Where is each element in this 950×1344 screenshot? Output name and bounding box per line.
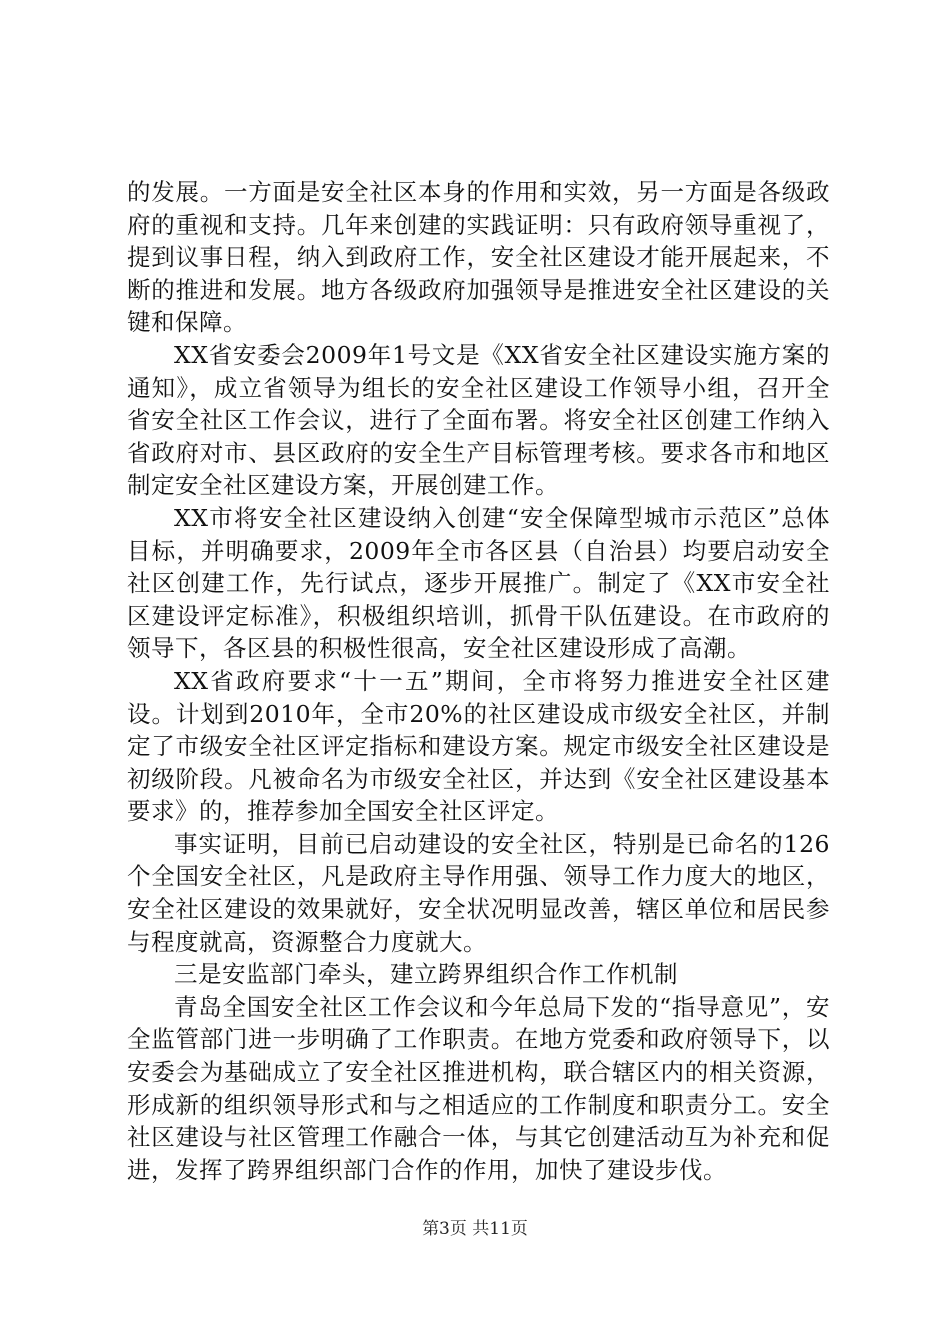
document-body [127,176,830,1186]
page-number-footer: 第3页 共11页 [422,1219,528,1239]
paragraph-qingdao-conference: 青岛全国安全社区工作会议和今年总局下发的“指导意见”，安全监管部门进一步明确了工作职责。在地方党委和政府领导下，以安委会为基础成立了安全社区推进机构，联合辖区内的相关资源，形成新的组织领导形式和与之相适应的工作制度和职责分工。安全社区建设与社区管理工作融合一体，与其它创建活动互为补充和促进，发挥了跨界组织部门合作的作用，加快了建设步伐。 [127,992,830,1184]
section-heading-cross-sector: 三是安监部门牵头，建立跨界组织合作工作机制 [174,960,678,989]
paragraph-facts-proven: 事实证明，目前已启动建设的安全社区，特别是已命名的126个全国安全社区，凡是政府主导作用强、领导工作力度大的地区，安全社区建设的效果就好，安全状况明显改善，辖区单位和居民参与程度就高，资源整合力度就大。 [127,829,830,956]
paragraph-city-safety-community: XX市将安全社区建设纳入创建“安全保障型城市示范区”总体目标，并明确要求，2009年全市各区县（自治县）均要启动安全社区创建工作，先行试点，逐步开展推广。制定了《XX市安全社区建设评定标准》，积极组织培训，抓骨干队伍建设。在市政府的领导下，各区县的积极性很高，安全社区建设形成了高潮。 [127,503,830,663]
paragraph-province-safety-committee: XX省安委会2009年1号文是《XX省安全社区建设实施方案的通知》，成立省领导为组长的安全社区建设工作领导小组，召开全省安全社区工作会议，进行了全面布署。将安全社区创建工作纳入省政府对市、县区政府的安全生产目标管理考核。要求各市和地区制定安全社区建设方案，开展创建工作。 [127,340,830,500]
paragraph-provincial-government-plan: XX省政府要求“十一五”期间，全市将努力推进安全社区建设。计划到2010年，全市20%的社区建设成市级安全社区，并制定了市级安全社区评定指标和建设方案。规定市级安全社区建设是初级阶段。凡被命名为市级安全社区，并达到《安全社区建设基本要求》的，推荐参加全国安全社区评定。 [127,666,830,826]
paragraph-continuation: 的发展。一方面是安全社区本身的作用和实效，另一方面是各级政府的重视和支持。几年来创建的实践证明：只有政府领导重视了，提到议事日程，纳入到政府工作，安全社区建设才能开展起来，不断的推进和发展。地方各级政府加强领导是推进安全社区建设的关键和保障。 [127,178,830,337]
